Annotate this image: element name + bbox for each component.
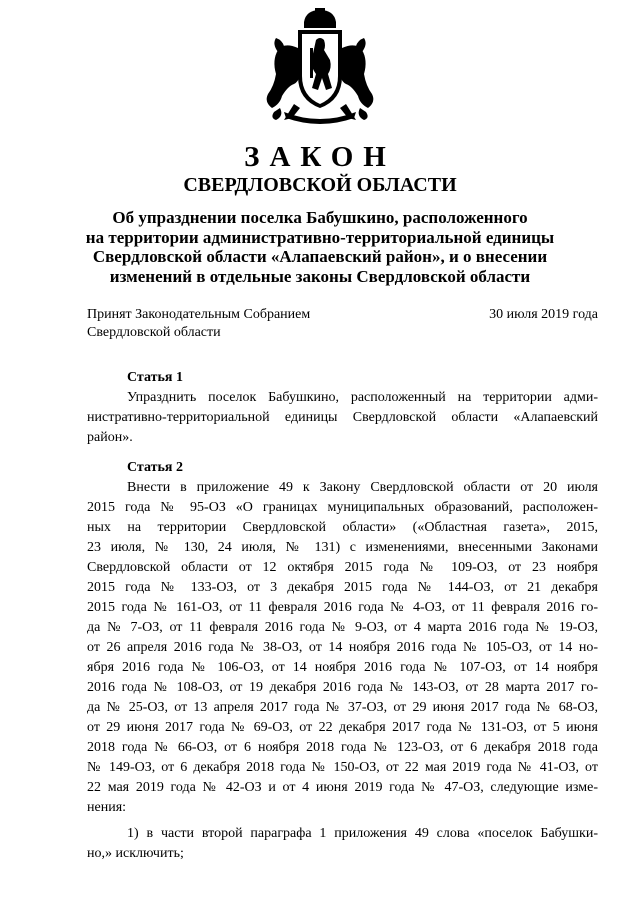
text-line: но,» исключить;: [87, 846, 184, 861]
text-line: 2018 года № 66-ОЗ, от 6 ноября 2018 года № 123-ОЗ, от 6 декабря 2018 года: [87, 740, 598, 755]
text-line: нистративно-территориальной единицы Свердловской области «Алапаевский: [87, 410, 598, 425]
article-1-text: [87, 388, 598, 448]
article-1-heading: Статья 1: [127, 370, 183, 385]
text-line: 2015 года № 161-ОЗ, от 11 февраля 2016 года № 4-ОЗ, от 11 февраля 2016 го-: [87, 600, 598, 615]
law-title-line: Об упразднении поселка Бабушкино, расположенного: [112, 208, 528, 227]
article-2-heading: Статья 2: [127, 460, 183, 475]
text-line: № 149-ОЗ, от 6 декабря 2018 года № 150-ОЗ, от 22 мая 2019 года № 41-ОЗ, от: [87, 760, 598, 775]
coat-of-arms-icon: [254, 8, 386, 126]
text-line: 23 июля, № 130, 24 июля, № 131) с изменениями, внесенными Законами: [87, 540, 598, 555]
text-line: ября 2016 года № 106-ОЗ, от 14 ноября 2016 года № 107-ОЗ, от 14 ноября: [87, 660, 598, 675]
region-heading: СВЕРДЛОВСКОЙ ОБЛАСТИ: [183, 174, 457, 196]
adoption-info: [87, 306, 310, 342]
text-line: от 29 июня 2017 года № 69-ОЗ, от 22 декабря 2017 года № 131-ОЗ, от 5 июня: [87, 720, 598, 735]
law-heading: ЗАКОН: [244, 141, 396, 173]
text-line: да № 25-ОЗ, от 13 апреля 2017 года № 37-ОЗ, от 29 июня 2017 года № 68-ОЗ,: [87, 700, 598, 715]
text-line: 2015 года № 133-ОЗ, от 3 декабря 2015 года № 144-ОЗ, от 21 декабря: [87, 580, 598, 595]
text-line: 2015 года № 95-ОЗ «О границах муниципальных образований, расположен-: [87, 500, 598, 515]
text-line: Свердловской области от 12 октября 2015 года № 109-ОЗ, от 23 ноября: [87, 560, 598, 575]
law-title-line: на территории административно-территориальной единицы: [85, 227, 555, 247]
law-title-line: изменений в отдельные законы Свердловской области: [109, 266, 531, 286]
text-line: Упразднить поселок Бабушкино, расположенный на территории адми-: [127, 390, 598, 405]
text-line: нения:: [87, 800, 127, 815]
adoption-body-line: Свердловской области: [87, 325, 221, 340]
text-line: 1) в части второй параграфа 1 приложения 49 слова «поселок Бабушки-: [127, 826, 598, 841]
text-line: Внести в приложение 49 к Закону Свердловской области от 20 июля: [127, 480, 598, 495]
text-line: от 26 апреля 2016 года № 38-ОЗ, от 14 ноября 2016 года № 105-ОЗ, от 14 но-: [87, 640, 598, 655]
adoption-date: 30 июля 2019 года: [489, 307, 598, 322]
law-title: [60, 208, 580, 286]
article-2-item-1: [87, 824, 598, 864]
text-line: 2016 года № 108-ОЗ, от 19 декабря 2016 года № 143-ОЗ, от 28 марта 2017 го-: [87, 680, 598, 695]
law-body: [87, 364, 598, 864]
article-2-text: [87, 478, 598, 818]
text-line: район».: [87, 430, 133, 445]
text-line: 22 мая 2019 года № 42-ОЗ и от 4 июня 2019 года № 47-ОЗ, следующие изме-: [87, 780, 598, 795]
law-title-line: Свердловской области «Алапаевский район», и о внесении: [92, 247, 548, 266]
text-line: да № 7-ОЗ, от 11 февраля 2016 года № 9-ОЗ, от 4 марта 2016 года № 19-ОЗ,: [87, 620, 598, 635]
text-line: ных на территории Свердловской области» («Областная газета», 2015,: [87, 520, 598, 535]
adoption-body-line: Принят Законодательным Собранием: [87, 307, 311, 322]
